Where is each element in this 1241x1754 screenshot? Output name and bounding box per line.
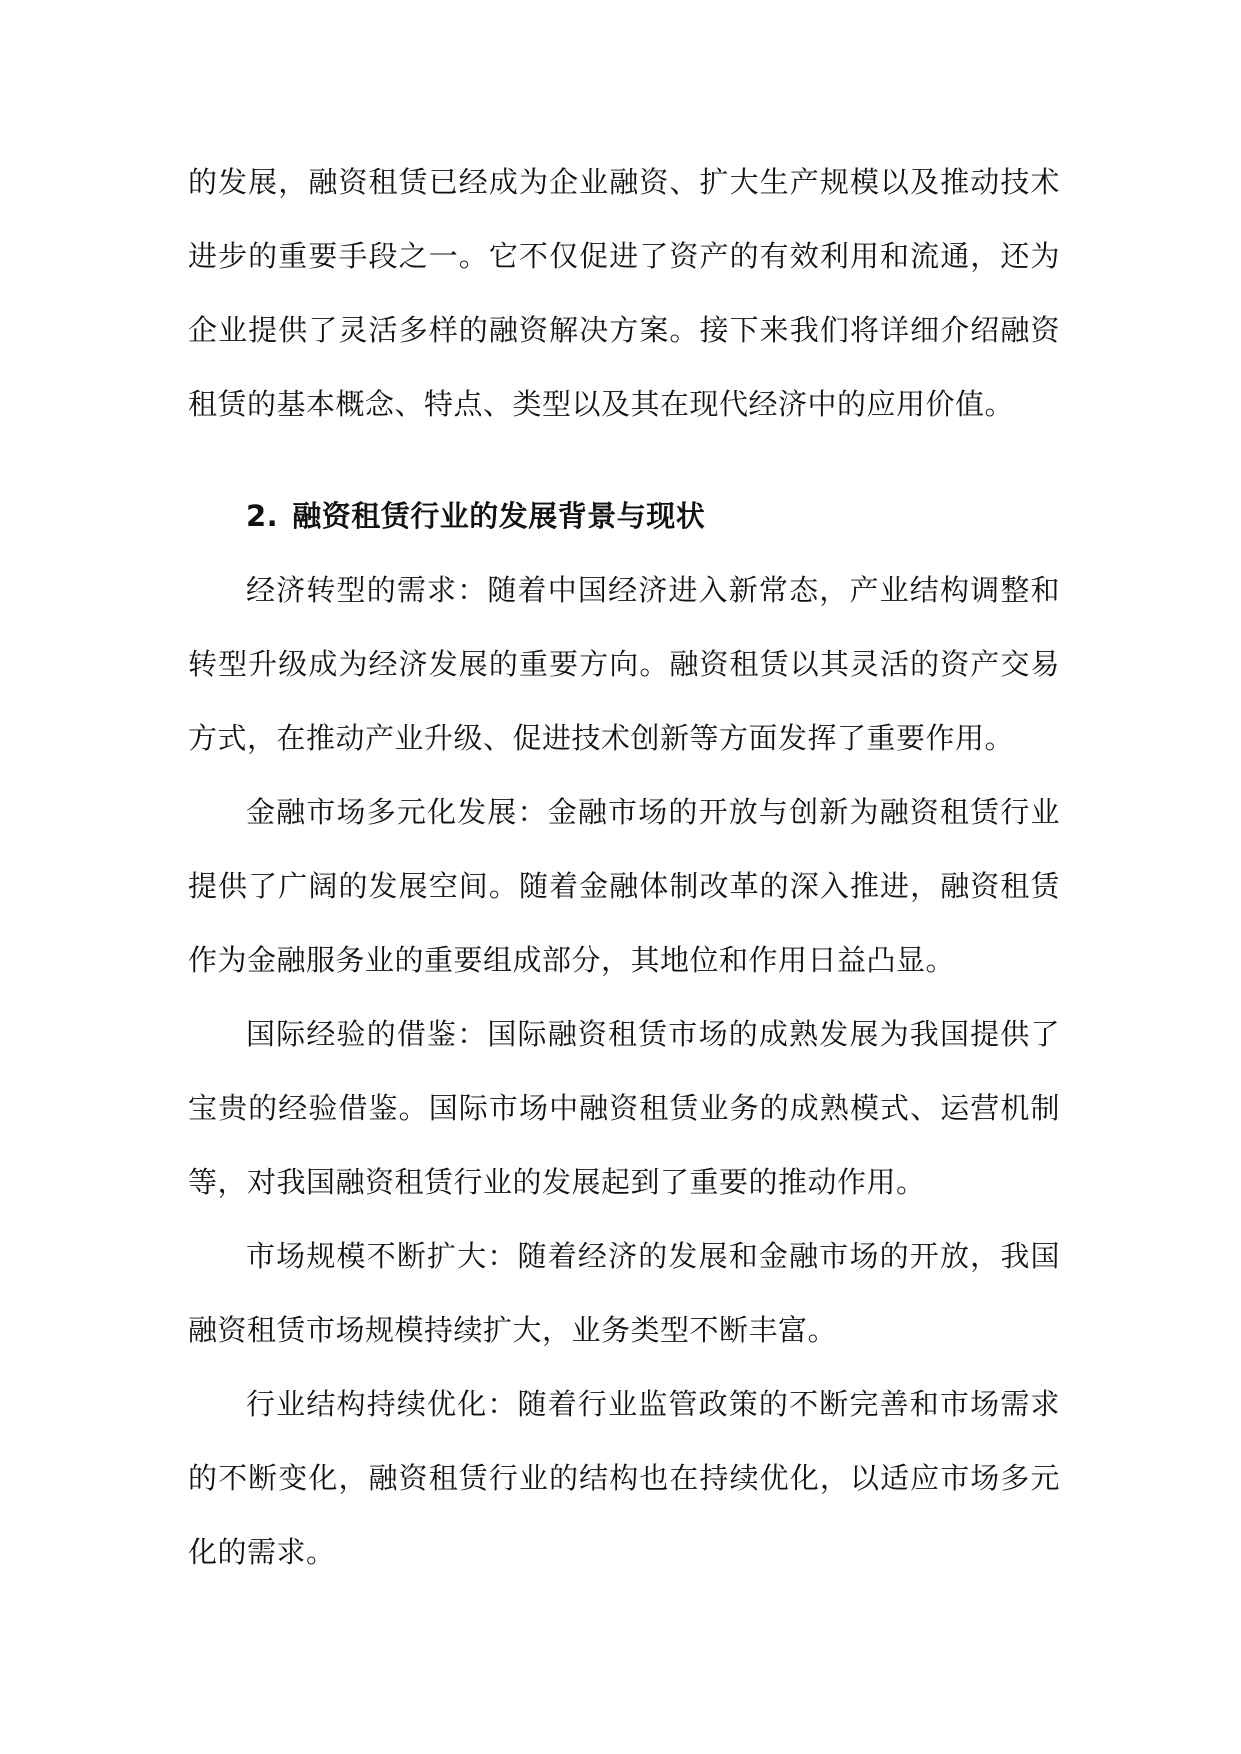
section-heading bbox=[188, 479, 1060, 553]
paragraph-economic-transformation: 经济转型的需求：随着中国经济进入新常态，产业结构调整和转型升级成为经济发展的重要方向。融资租赁以其灵活的资产交易方式，在推动产业升级、促进技术创新等方面发挥了重要作用。 bbox=[188, 573, 1060, 755]
document-body bbox=[188, 145, 1060, 1589]
paragraph-industry-structure: 行业结构持续优化：随着行业监管政策的不断完善和市场需求的不断变化，融资租赁行业的结构也在持续优化，以适应市场多元化的需求。 bbox=[188, 1387, 1060, 1569]
paragraph-international-experience: 国际经验的借鉴：国际融资租赁市场的成熟发展为我国提供了宝贵的经验借鉴。国际市场中融资租赁业务的成熟模式、运营机制等，对我国融资租赁行业的发展起到了重要的推动作用。 bbox=[188, 1017, 1060, 1199]
paragraph-market-scale: 市场规模不断扩大：随着经济的发展和金融市场的开放，我国融资租赁市场规模持续扩大，业务类型不断丰富。 bbox=[188, 1239, 1060, 1347]
section-number: 2. bbox=[246, 499, 279, 533]
section-title: 融资租赁行业的发展背景与现状 bbox=[292, 499, 706, 533]
paragraph-financial-market-diversification: 金融市场多元化发展：金融市场的开放与创新为融资租赁行业提供了广阔的发展空间。随着金融体制改革的深入推进，融资租赁作为金融服务业的重要组成部分，其地位和作用日益凸显。 bbox=[188, 795, 1060, 977]
intro-paragraph: 的发展，融资租赁已经成为企业融资、扩大生产规模以及推动技术进步的重要手段之一。它不仅促进了资产的有效利用和流通，还为企业提供了灵活多样的融资解决方案。接下来我们将详细介绍融资租赁的基本概念、特点、类型以及其在现代经济中的应用价值。 bbox=[188, 165, 1060, 421]
